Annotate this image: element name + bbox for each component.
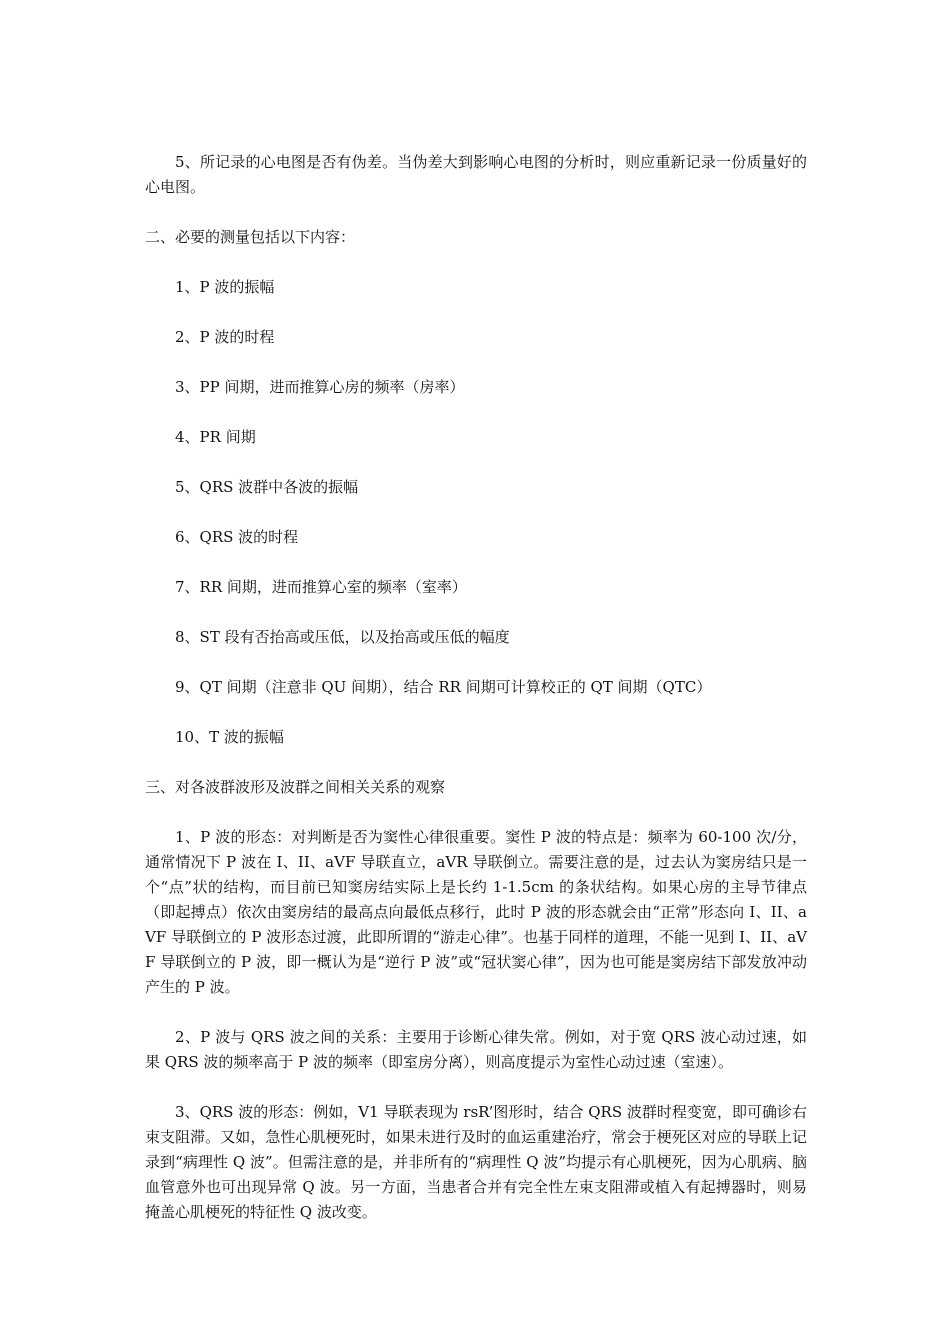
paragraph-p-wave-morphology: 1、P 波的形态：对判断是否为窦性心律很重要。窦性 P 波的特点是：频率为 60-100 次/分，通常情况下 P 波在 I、II、aVF 导联直立，aVR 导联倒立。需要注意的是，过去认为窦房结只是一个“点”状的结构，而目前已知窦房结实际上是长约 1-1.5cm 的条状结构。如果心房的主导节律点（即起搏点）依次由窦房结的最高点向最低点移行，此时 P 波的形态就会由“正常”形态向 I、II、aVF 导联倒立的 P 波形态过渡，此即所谓的“游走心律”。也基于同样的道理，不能一见到 I、II、aVF 导联倒立的 P 波，即一概认为是“逆行 P 波”或“冠状窦心律”，因为也可能是窦房结下部发放冲动产生的 P 波。	[145, 828, 807, 996]
list-item: 8、ST 段有否抬高或压低，以及抬高或压低的幅度	[175, 628, 510, 646]
list-item: 10、T 波的振幅	[175, 728, 284, 746]
paragraph-p-qrs-relationship: 2、P 波与 QRS 波之间的关系：主要用于诊断心律失常。例如，对于宽 QRS 波心动过速，如果 QRS 波的频率高于 P 波的频率（即室房分离），则高度提示为室性心动过速（室速）。	[145, 1028, 807, 1071]
list-item: 6、QRS 波的时程	[175, 528, 299, 546]
paragraph-qrs-morphology: 3、QRS 波的形态：例如，V1 导联表现为 rsR’图形时，结合 QRS 波群时程变宽，即可确诊右束支阻滞。又如，急性心肌梗死时，如果未进行及时的血运重建治疗，常会于梗死区对应的导联上记录到“病理性 Q 波”。但需注意的是，并非所有的“病理性 Q 波”均提示有心肌梗死，因为心肌病、脑血管意外也可出现异常 Q 波。另一方面，当患者合并有完全性左束支阻滞或植入有起搏器时，则易掩盖心肌梗死的特征性 Q 波改变。	[145, 1103, 807, 1221]
document-body	[145, 150, 807, 1225]
paragraph-artifact-check: 5、所记录的心电图是否有伪差。当伪差大到影响心电图的分析时，则应重新记录一份质量好的心电图。	[145, 153, 807, 196]
list-item: 7、RR 间期，进而推算心室的频率（室率）	[175, 578, 467, 596]
section-heading-measurements: 二、必要的测量包括以下内容：	[145, 228, 356, 246]
list-item: 1、P 波的振幅	[175, 278, 275, 296]
list-item: 5、QRS 波群中各波的振幅	[175, 478, 359, 496]
section-heading-observations: 三、对各波群波形及波群之间相关关系的观察	[145, 778, 446, 796]
list-item: 4、PR 间期	[175, 428, 256, 446]
list-item: 3、PP 间期，进而推算心房的频率（房率）	[175, 378, 465, 396]
list-item: 2、P 波的时程	[175, 328, 275, 346]
list-item: 9、QT 间期（注意非 QU 间期），结合 RR 间期可计算校正的 QT 间期（QTC）	[175, 678, 712, 696]
